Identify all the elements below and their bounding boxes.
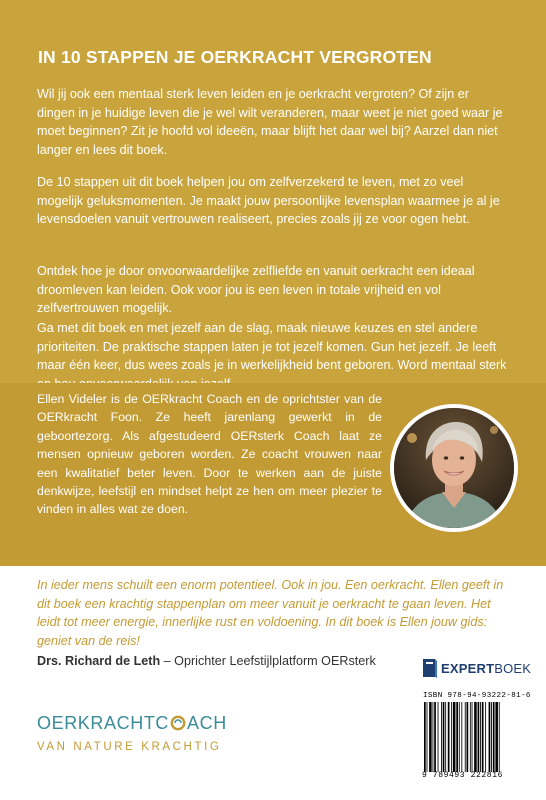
logo-wordmark bbox=[37, 713, 227, 734]
barcode-bar bbox=[453, 702, 456, 772]
intro-paragraph-1: Wil jij ook een mentaal sterk leven leiden en je oerkracht vergroten? Of zijn er dingen in je huidige leven die je wel wilt veranderen, maar weet je niet goed waar je moet beginnen? Zit je hoofd vol ideeën, maar blijft het daar wel bij? Aarzel dan niet langer en lees dit boek. bbox=[37, 87, 503, 157]
isbn-label: ISBN 978-94-93222-81-6 bbox=[423, 692, 531, 700]
publisher-name-light: BOEK bbox=[494, 661, 532, 676]
barcode-bar bbox=[459, 702, 460, 772]
barcode-bar bbox=[461, 702, 462, 772]
publisher-name bbox=[441, 661, 531, 676]
barcode-bar bbox=[474, 702, 477, 772]
barcode-bar bbox=[424, 702, 426, 772]
barcode-bar bbox=[443, 702, 445, 772]
logo-wordmark-part-2: ACH bbox=[187, 713, 227, 733]
cover-title: IN 10 STAPPEN JE OERKRACHT VERGROTEN bbox=[38, 47, 432, 67]
barcode-bar bbox=[499, 702, 500, 772]
barcode-bar bbox=[467, 702, 469, 772]
author-portrait-image bbox=[394, 408, 514, 528]
expertboek-publisher-logo bbox=[421, 655, 532, 685]
author-bio: Ellen Videler is de OERkracht Coach en de oprichtster van de OERkracht Foon. Ze heeft jarenlang gewerkt in de geboortezorg. Als afgestudeerd OERsterk Coach laat ze mensen opnieuw geboren worden. Ze coacht vrouwen naar een kwalitatief beter leven. Door te werken aan de juiste denkwijze, leefstijl en mindset helpt ze hen om meer plezier te vinden in alles wat ze doen. bbox=[37, 392, 382, 517]
barcode-bar bbox=[441, 702, 442, 772]
barcode-bar bbox=[448, 702, 450, 772]
oerkracht-coach-logo bbox=[37, 713, 257, 763]
intro-paragraph-2: De 10 stappen uit dit boek helpen jou om zelfverzekerd te leven, met zo veel mogelijk geluksmomenten. Je maakt jouw persoonlijke levensplan waarmee je al je levensdoelen vanuit vertrouwen realiseert, precies zoals jij ze voor ogen hebt. bbox=[37, 175, 500, 227]
endorser-name: Drs. Richard de Leth bbox=[37, 654, 161, 668]
barcode-bar bbox=[489, 702, 491, 772]
barcode-bar bbox=[445, 702, 446, 772]
logo-ring-icon bbox=[170, 715, 186, 731]
barcode-bar bbox=[482, 702, 484, 772]
barcode-bar bbox=[465, 702, 466, 772]
barcode-bar bbox=[495, 702, 498, 772]
intro-paragraph-3: Ontdek hoe je door onvoorwaardelijke zelfliefde en vanuit oerkracht een ideaal droomleven kan leiden. Ook voor jou is een leven in totale vrijheid en vol zelfvertrouwen mogelijk. bbox=[37, 264, 475, 316]
barcode-bar bbox=[438, 702, 439, 772]
barcode-bar bbox=[451, 702, 452, 772]
logo-wordmark-part-1: OERKRACHTC bbox=[37, 713, 170, 733]
endorsement-attribution bbox=[37, 652, 376, 670]
barcode-bar bbox=[480, 702, 481, 772]
endorsement-quote: In ieder mens schuilt een enorm potentieel. Ook in jou. Een oerkracht. Ellen geeft in dit boek een krachtig stappenplan om meer vanuit je oerkracht te gaan leven. Het leidt tot meer energie, innerlijke rust en voldoening. In dit boek is Ellen jouw gids: geniet van de reis! bbox=[37, 578, 504, 648]
barcode-bar bbox=[456, 702, 458, 772]
barcode-bar bbox=[478, 702, 480, 772]
book-icon bbox=[421, 657, 439, 679]
author-photo bbox=[390, 404, 518, 532]
logo-tagline: VAN NATURE KRACHTIG bbox=[37, 741, 222, 753]
barcode-bar bbox=[429, 702, 432, 772]
publisher-name-bold: EXPERT bbox=[441, 661, 495, 676]
isbn-barcode bbox=[423, 702, 517, 772]
endorser-role: – Oprichter Leefstijlplatform OERsterk bbox=[160, 654, 376, 668]
barcode-bar bbox=[470, 702, 471, 772]
barcode-number: 9 789493 222816 bbox=[422, 771, 504, 780]
barcode-bar bbox=[472, 702, 473, 772]
barcode-bar bbox=[427, 702, 428, 772]
intro-paragraph-4: Ga met dit boek en met jezelf aan de slag, maak nieuwe keuzes en stel andere prioriteiten. De praktische stappen laten je tot jezelf komen. Gun het jezelf. Je leeft maar één keer, dus wees zoals je in werkelijkheid bent geboren. Word mentaal sterk bbox=[37, 321, 507, 373]
barcode-bar bbox=[485, 702, 486, 772]
barcode-bar bbox=[433, 702, 434, 772]
barcode-bar bbox=[493, 702, 495, 772]
barcode-bar bbox=[491, 702, 492, 772]
barcode-bar bbox=[434, 702, 436, 772]
